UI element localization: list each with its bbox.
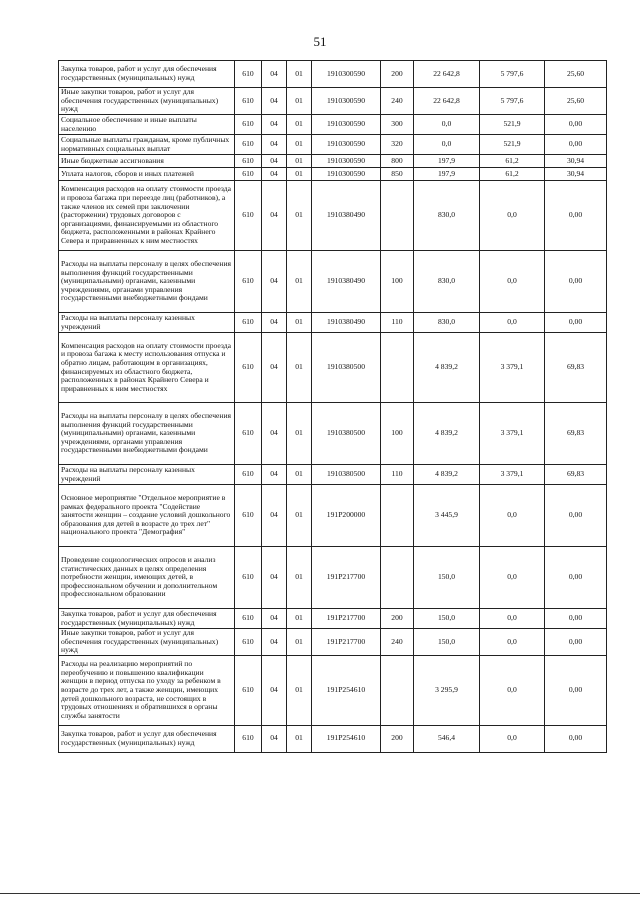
cell-percent: 0,00 (545, 135, 607, 155)
cell-percent: 25,60 (545, 61, 607, 88)
cell-target-article: 1910300590 (312, 115, 381, 135)
cell-subsection: 01 (287, 547, 312, 609)
cell-target-article: 1910300590 (312, 88, 381, 115)
cell-plan: 150,0 (414, 547, 480, 609)
cell-expense-type: 800 (381, 155, 414, 168)
table-row (59, 313, 607, 333)
cell-section: 04 (262, 61, 287, 88)
cell-plan: 546,4 (414, 725, 480, 752)
cell-section: 04 (262, 655, 287, 725)
cell-percent: 0,00 (545, 609, 607, 629)
cell-section: 04 (262, 155, 287, 168)
cell-target-article: 191P217700 (312, 547, 381, 609)
cell-ministry: 610 (235, 313, 262, 333)
cell-expense-type: 320 (381, 135, 414, 155)
cell-expense-type: 200 (381, 609, 414, 629)
cell-expense-type: 850 (381, 168, 414, 181)
cell-target-article: 191P254610 (312, 655, 381, 725)
cell-ministry: 610 (235, 61, 262, 88)
cell-expense-type (381, 333, 414, 403)
cell-ministry: 610 (235, 115, 262, 135)
cell-executed: 521,9 (480, 135, 545, 155)
cell-name: Социальное обеспечение и иные выплаты населению (59, 115, 235, 135)
budget-table (58, 60, 607, 753)
cell-name: Расходы на выплаты персоналу в целях обеспечения выполнения функций государственными (муниципальными) органами, казенными учреждениями, органами управления государственными внебюджетными фондами (59, 403, 235, 465)
cell-percent: 0,00 (545, 547, 607, 609)
table-row (59, 181, 607, 251)
cell-section: 04 (262, 629, 287, 656)
cell-percent: 69,83 (545, 333, 607, 403)
cell-expense-type: 200 (381, 61, 414, 88)
cell-plan: 4 839,2 (414, 465, 480, 485)
cell-target-article: 1910380490 (312, 181, 381, 251)
cell-target-article: 191P217700 (312, 629, 381, 656)
cell-subsection: 01 (287, 403, 312, 465)
cell-plan: 0,0 (414, 115, 480, 135)
cell-executed: 0,0 (480, 181, 545, 251)
table-row (59, 61, 607, 88)
cell-executed: 5 797,6 (480, 88, 545, 115)
cell-executed: 0,0 (480, 655, 545, 725)
table-row (59, 403, 607, 465)
cell-plan: 830,0 (414, 181, 480, 251)
cell-percent: 69,83 (545, 465, 607, 485)
cell-subsection: 01 (287, 333, 312, 403)
cell-name: Закупка товаров, работ и услуг для обеспечения государственных (муниципальных) нужд (59, 725, 235, 752)
cell-section: 04 (262, 313, 287, 333)
table-row (59, 88, 607, 115)
page-number: 51 (313, 34, 327, 49)
cell-section: 04 (262, 485, 287, 547)
cell-executed: 61,2 (480, 155, 545, 168)
cell-executed: 61,2 (480, 168, 545, 181)
table-row (59, 135, 607, 155)
cell-expense-type (381, 547, 414, 609)
cell-target-article: 191P200000 (312, 485, 381, 547)
cell-plan: 0,0 (414, 135, 480, 155)
cell-name: Иные закупки товаров, работ и услуг для обеспечения государственных (муниципальных) нужд (59, 88, 235, 115)
cell-ministry: 610 (235, 547, 262, 609)
table-row (59, 547, 607, 609)
table-row (59, 333, 607, 403)
bottom-divider (0, 893, 640, 894)
cell-section: 04 (262, 333, 287, 403)
cell-section: 04 (262, 403, 287, 465)
cell-subsection: 01 (287, 655, 312, 725)
cell-section: 04 (262, 251, 287, 313)
cell-plan: 197,9 (414, 155, 480, 168)
cell-subsection: 01 (287, 465, 312, 485)
cell-section: 04 (262, 88, 287, 115)
cell-subsection: 01 (287, 629, 312, 656)
cell-ministry: 610 (235, 168, 262, 181)
cell-executed: 0,0 (480, 251, 545, 313)
cell-subsection: 01 (287, 88, 312, 115)
cell-subsection: 01 (287, 485, 312, 547)
cell-subsection: 01 (287, 251, 312, 313)
cell-section: 04 (262, 465, 287, 485)
cell-subsection: 01 (287, 725, 312, 752)
cell-ministry: 610 (235, 403, 262, 465)
cell-plan: 197,9 (414, 168, 480, 181)
cell-ministry: 610 (235, 725, 262, 752)
cell-name: Расходы на реализацию мероприятий по переобучению и повышению квалификации женщин в период отпуска по уходу за ребенком в возрасте до трех лет, а также женщин, имеющих детей дошкольного возраста, не состоящих в трудовых отношениях и обратившихся в органы службы занятости (59, 655, 235, 725)
cell-target-article: 1910300590 (312, 155, 381, 168)
cell-subsection: 01 (287, 115, 312, 135)
cell-section: 04 (262, 115, 287, 135)
cell-ministry: 610 (235, 251, 262, 313)
cell-target-article: 1910380500 (312, 333, 381, 403)
table-row (59, 115, 607, 135)
cell-subsection: 01 (287, 181, 312, 251)
cell-name: Иные бюджетные ассигнования (59, 155, 235, 168)
cell-percent: 30,94 (545, 155, 607, 168)
cell-executed: 521,9 (480, 115, 545, 135)
cell-name: Социальные выплаты гражданам, кроме публичных нормативных социальных выплат (59, 135, 235, 155)
cell-subsection: 01 (287, 155, 312, 168)
cell-expense-type (381, 485, 414, 547)
table-row (59, 485, 607, 547)
cell-executed: 3 379,1 (480, 403, 545, 465)
cell-section: 04 (262, 168, 287, 181)
cell-ministry: 610 (235, 465, 262, 485)
cell-target-article: 191P254610 (312, 725, 381, 752)
cell-ministry: 610 (235, 88, 262, 115)
cell-expense-type: 200 (381, 725, 414, 752)
cell-executed: 0,0 (480, 485, 545, 547)
cell-name: Уплата налогов, сборов и иных платежей (59, 168, 235, 181)
cell-expense-type: 300 (381, 115, 414, 135)
cell-percent: 0,00 (545, 725, 607, 752)
cell-expense-type: 100 (381, 403, 414, 465)
cell-percent: 25,60 (545, 88, 607, 115)
table-body (59, 61, 607, 753)
cell-name: Основное мероприятие "Отдельное мероприятие в рамках федерального проекта "Содействие занятости женщин – создание условий дошкольного образования для детей в возрасте до трех лет" национального проекта "Демография" (59, 485, 235, 547)
table-row (59, 168, 607, 181)
cell-target-article: 191P217700 (312, 609, 381, 629)
table-row (59, 725, 607, 752)
cell-expense-type: 110 (381, 313, 414, 333)
cell-percent: 0,00 (545, 485, 607, 547)
table-row (59, 251, 607, 313)
cell-plan: 3 445,9 (414, 485, 480, 547)
table-row (59, 155, 607, 168)
cell-percent: 0,00 (545, 115, 607, 135)
cell-expense-type (381, 655, 414, 725)
table-row (59, 629, 607, 656)
cell-executed: 0,0 (480, 629, 545, 656)
cell-executed: 3 379,1 (480, 333, 545, 403)
cell-target-article: 1910380490 (312, 251, 381, 313)
cell-target-article: 1910380500 (312, 403, 381, 465)
cell-plan: 830,0 (414, 313, 480, 333)
cell-plan: 3 295,9 (414, 655, 480, 725)
cell-target-article: 1910380490 (312, 313, 381, 333)
cell-name: Расходы на выплаты персоналу в целях обеспечения выполнения функций государственными (муниципальными) органами, казенными учреждениями, органами управления государственными внебюджетными фондами (59, 251, 235, 313)
cell-ministry: 610 (235, 155, 262, 168)
cell-percent: 30,94 (545, 168, 607, 181)
cell-executed: 0,0 (480, 547, 545, 609)
cell-ministry: 610 (235, 135, 262, 155)
cell-target-article: 1910300590 (312, 168, 381, 181)
cell-section: 04 (262, 609, 287, 629)
cell-section: 04 (262, 181, 287, 251)
cell-percent: 0,00 (545, 655, 607, 725)
cell-target-article: 1910380500 (312, 465, 381, 485)
cell-name: Иные закупки товаров, работ и услуг для обеспечения государственных (муниципальных) нужд (59, 629, 235, 656)
cell-name: Проведение социологических опросов и анализ статистических данных в целях определения потребности женщин, имеющих детей, в профессиональном обучении и дополнительном профессиональном образовании (59, 547, 235, 609)
cell-plan: 4 839,2 (414, 403, 480, 465)
cell-expense-type: 240 (381, 88, 414, 115)
cell-plan: 150,0 (414, 629, 480, 656)
cell-name: Расходы на выплаты персоналу казенных учреждений (59, 313, 235, 333)
cell-name: Закупка товаров, работ и услуг для обеспечения государственных (муниципальных) нужд (59, 61, 235, 88)
cell-subsection: 01 (287, 135, 312, 155)
cell-name: Расходы на выплаты персоналу казенных учреждений (59, 465, 235, 485)
cell-subsection: 01 (287, 168, 312, 181)
cell-executed: 0,0 (480, 609, 545, 629)
table-row (59, 655, 607, 725)
table-row (59, 609, 607, 629)
cell-plan: 830,0 (414, 251, 480, 313)
cell-subsection: 01 (287, 61, 312, 88)
cell-plan: 22 642,8 (414, 61, 480, 88)
cell-expense-type: 110 (381, 465, 414, 485)
cell-ministry: 610 (235, 333, 262, 403)
cell-name: Закупка товаров, работ и услуг для обеспечения государственных (муниципальных) нужд (59, 609, 235, 629)
cell-executed: 0,0 (480, 313, 545, 333)
cell-ministry: 610 (235, 485, 262, 547)
cell-expense-type: 100 (381, 251, 414, 313)
cell-section: 04 (262, 725, 287, 752)
table-row (59, 465, 607, 485)
cell-ministry: 610 (235, 655, 262, 725)
cell-executed: 5 797,6 (480, 61, 545, 88)
cell-plan: 4 839,2 (414, 333, 480, 403)
cell-plan: 150,0 (414, 609, 480, 629)
cell-name: Компенсация расходов на оплату стоимости проезда и провоза багажа к месту использования отпуска и обратно лицам, работающим в организациях, финансируемых из областного бюджета, расположенных в районах Крайнего Севера и приравненных к ним местностях (59, 333, 235, 403)
cell-executed: 3 379,1 (480, 465, 545, 485)
cell-expense-type (381, 181, 414, 251)
cell-subsection: 01 (287, 313, 312, 333)
cell-plan: 22 642,8 (414, 88, 480, 115)
cell-ministry: 610 (235, 629, 262, 656)
cell-percent: 0,00 (545, 313, 607, 333)
cell-section: 04 (262, 135, 287, 155)
cell-section: 04 (262, 547, 287, 609)
cell-percent: 0,00 (545, 251, 607, 313)
cell-name: Компенсация расходов на оплату стоимости проезда и провоза багажа при переезде лиц (работников), а также членов их семей при заключении (расторжении) трудовых договоров с организациями, финансируемыми из областного бюджета, расположенными в районах Крайнего Севера и приравненных к ним местностях (59, 181, 235, 251)
cell-target-article: 1910300590 (312, 135, 381, 155)
cell-percent: 69,83 (545, 403, 607, 465)
cell-percent: 0,00 (545, 181, 607, 251)
cell-executed: 0,0 (480, 725, 545, 752)
cell-ministry: 610 (235, 609, 262, 629)
cell-ministry: 610 (235, 181, 262, 251)
cell-percent: 0,00 (545, 629, 607, 656)
cell-expense-type: 240 (381, 629, 414, 656)
cell-subsection: 01 (287, 609, 312, 629)
cell-target-article: 1910300590 (312, 61, 381, 88)
